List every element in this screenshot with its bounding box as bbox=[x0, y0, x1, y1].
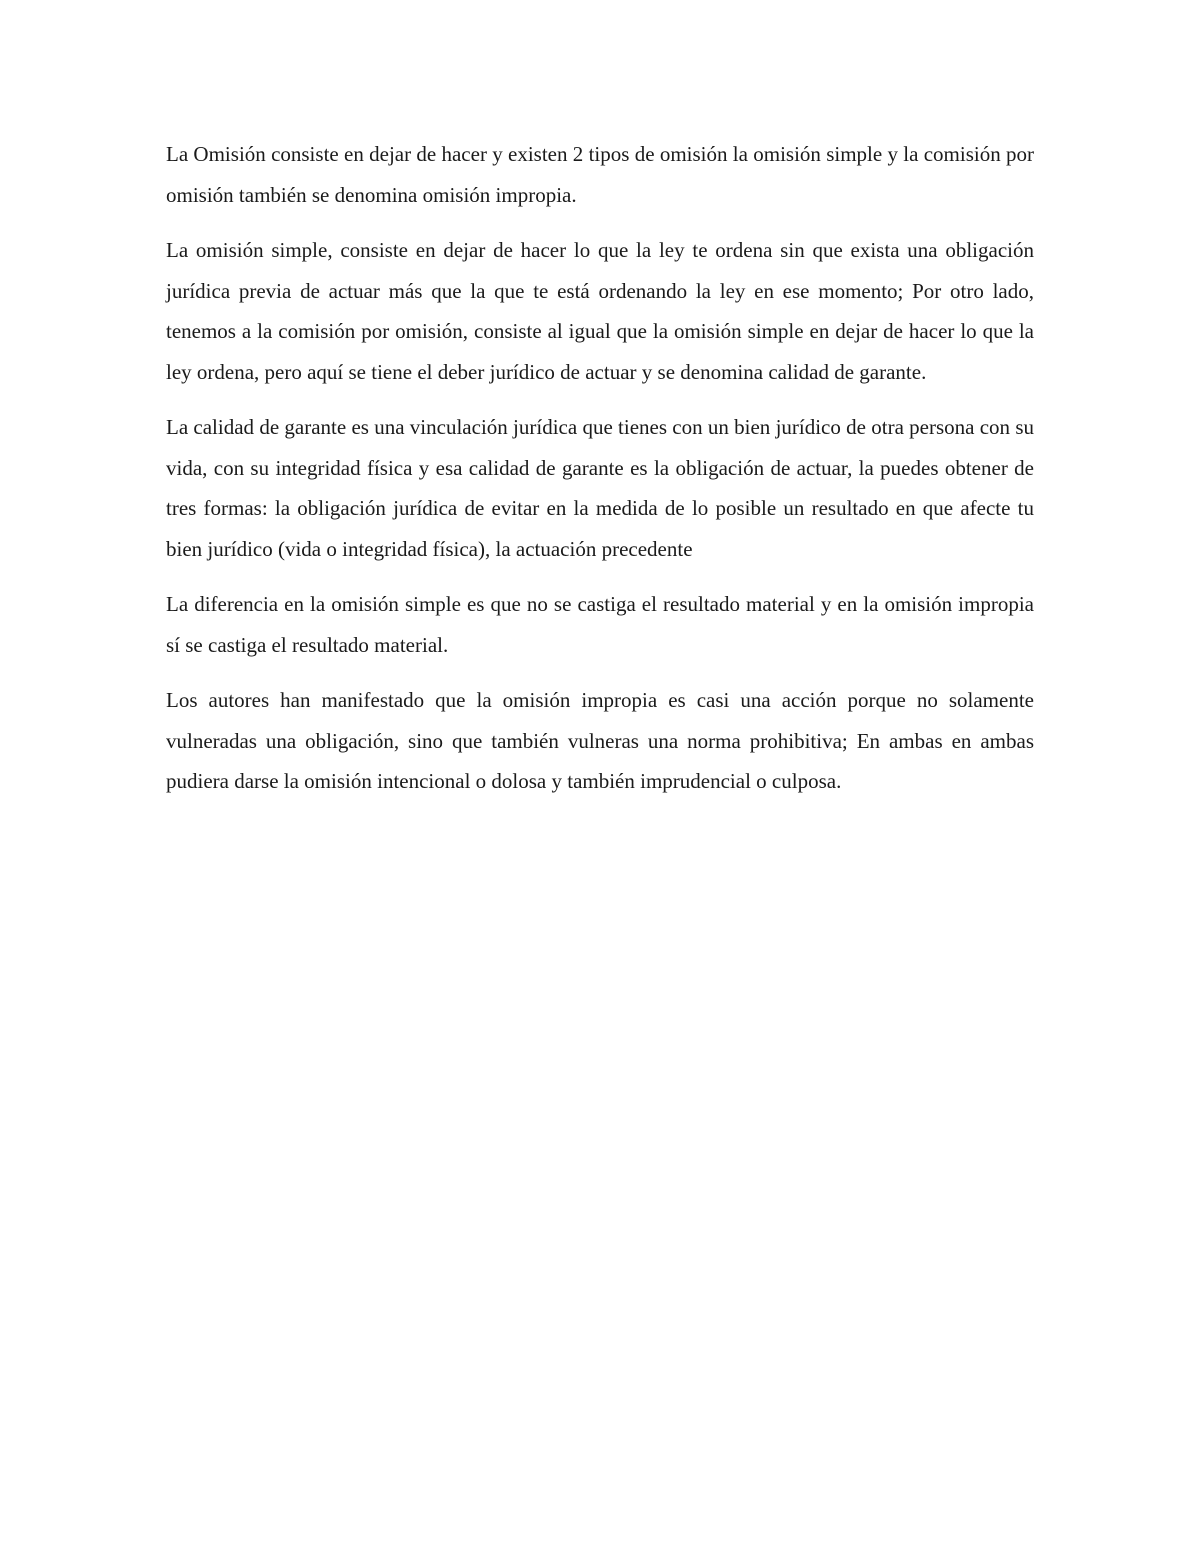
paragraph-diferencia: La diferencia en la omisión simple es que no se castiga el resultado material y en la omisión impropia sí se castiga el resultado material. bbox=[166, 592, 1034, 657]
document-body bbox=[166, 134, 1034, 817]
paragraph-calidad-de-garante: La calidad de garante es una vinculación jurídica que tienes con un bien jurídico de otra persona con su vida, con su integridad física y esa calidad de garante es la obligación de actuar, la puedes obtener de tres formas: la obligación jurídica de evitar en la medida de lo posible un resultado en que afecte tu bien jurídico (vida o integridad física), la actuación precedente bbox=[166, 415, 1034, 561]
paragraph-omision-simple: La omisión simple, consiste en dejar de hacer lo que la ley te ordena sin que exista una obligación jurídica previa de actuar más que la que te está ordenando la ley en ese momento; Por otro lado, tenemos a la comisión por omisión, consiste al igual que la omisión simple en dejar de hacer lo que la ley ordena, pero aquí se tiene el deber jurídico de actuar y se denomina calidad de garante. bbox=[166, 238, 1034, 384]
paragraph-autores: Los autores han manifestado que la omisión impropia es casi una acción porque no solamente vulneradas una obligación, sino que también vulneras una norma prohibitiva; En ambas en ambas pudiera darse la omisión intencional o dolosa y también imprudencial o culposa. bbox=[166, 688, 1034, 793]
paragraph-omision-definition: La Omisión consiste en dejar de hacer y existen 2 tipos de omisión la omisión simple y la comisión por omisión también se denomina omisión impropia. bbox=[166, 142, 1034, 207]
